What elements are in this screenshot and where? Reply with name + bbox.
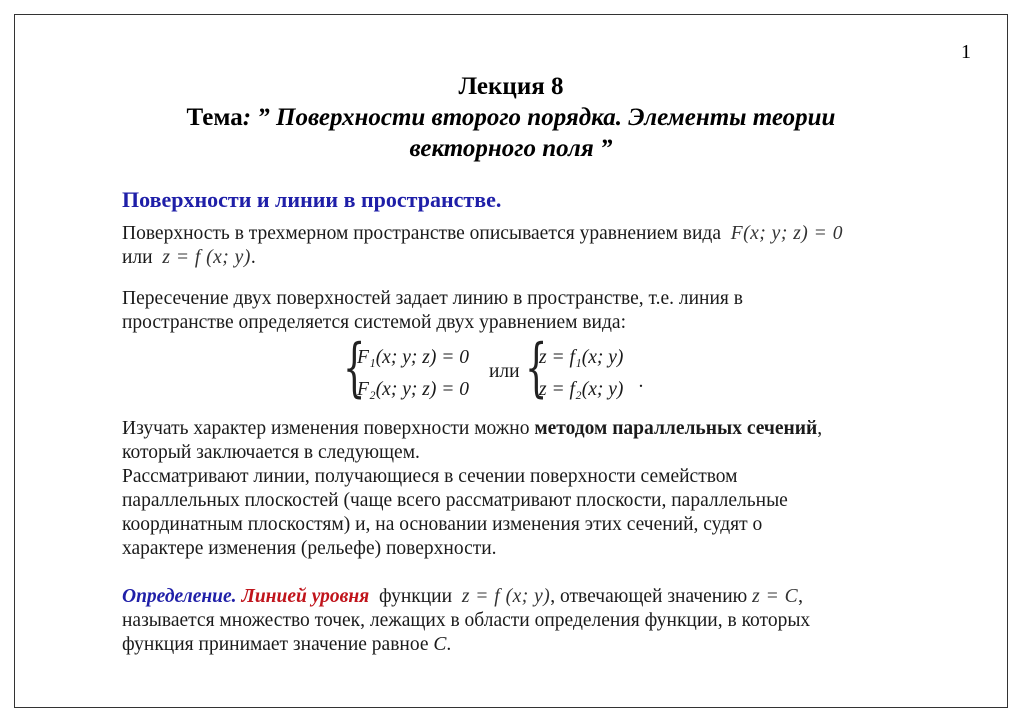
topic-text-1: : ” Поверхности второго порядка. Элементы теории [242, 104, 836, 131]
def-line-1 [122, 585, 942, 609]
def-text-a: функции [378, 586, 453, 607]
def-line-3-text: функция принимает значение равное [122, 634, 429, 655]
def-constant: C [433, 634, 447, 655]
section-heading: Поверхности и линии в пространстве. [122, 187, 502, 212]
title-block [15, 71, 1007, 164]
def-text-c: , [798, 586, 803, 607]
paragraph-definition [122, 585, 942, 657]
system-right-eq-2: z = f₂(x; y) [539, 379, 624, 400]
page-number: 1 [961, 41, 971, 63]
formula-implicit: F(x; y; z) = 0 [730, 223, 843, 244]
equation-system [343, 331, 663, 407]
p2-line-2: пространстве определяется системой двух уравнением вида: [122, 312, 626, 333]
method-name: методом параллельных сечений [534, 418, 818, 439]
p4-line-4: характере изменения (рельефе) поверхности. [122, 538, 497, 559]
system-left-eq-2: F₂(x; y; z) = 0 [357, 379, 469, 400]
p1-text-a: Поверхность в трехмерном пространстве описывается уравнением вида [122, 223, 721, 244]
p4-line-3: координатным плоскостям) и, на основании изменения этих сечений, судят о [122, 514, 763, 535]
topic-line-2: векторного поля ” [409, 135, 613, 162]
p1-line-2 [122, 246, 942, 270]
p1-line-1 [122, 222, 942, 246]
p1-text-b: или [122, 247, 153, 268]
right-brace: { [525, 331, 548, 405]
def-line-2: называется множество точек, лежащих в области определения функции, в которых [122, 610, 811, 631]
def-formula-b: z = C [752, 586, 799, 607]
topic-label: Тема [186, 104, 243, 131]
def-line-3 [122, 633, 942, 657]
system-right-eq-1: z = f₁(x; y) [539, 347, 624, 368]
system-or: или [489, 361, 520, 382]
p2-line-1: Пересечение двух поверхностей задает линию в пространстве, т.е. линия в [122, 288, 743, 309]
left-brace: { [343, 331, 366, 405]
def-formula-a: z = f (x; y) [461, 586, 551, 607]
slide [14, 14, 1008, 708]
def-text-b: , отвечающей значению [550, 586, 748, 607]
lecture-title: Лекция 8 [458, 73, 564, 100]
formula-explicit: z = f (x; y) [162, 247, 251, 268]
system-tail: . [639, 371, 644, 392]
definition-term: Линией уровня [241, 586, 370, 607]
paragraph-method [122, 417, 942, 561]
p4-line-1: Рассматривают линии, получающиеся в сечении поверхности семейством [122, 466, 738, 487]
p1-tail: . [250, 247, 256, 268]
p4-line-2: параллельных плоскостей (чаще всего рассматривают плоскости, параллельные [122, 490, 788, 511]
paragraph-surface-definition [122, 222, 942, 270]
def-line-3-tail: . [446, 634, 452, 655]
paragraph-intersection [122, 287, 942, 335]
p3-line-1 [122, 417, 942, 441]
system-left-eq-1: F₁(x; y; z) = 0 [357, 347, 469, 368]
topic-line-1 [15, 102, 1007, 133]
p3-text-b: , [817, 418, 823, 439]
p3-text-a: Изучать характер изменения поверхности можно [122, 418, 530, 439]
p3-line-2: который заключается в следующем. [122, 442, 420, 463]
definition-label: Определение. [122, 586, 237, 607]
